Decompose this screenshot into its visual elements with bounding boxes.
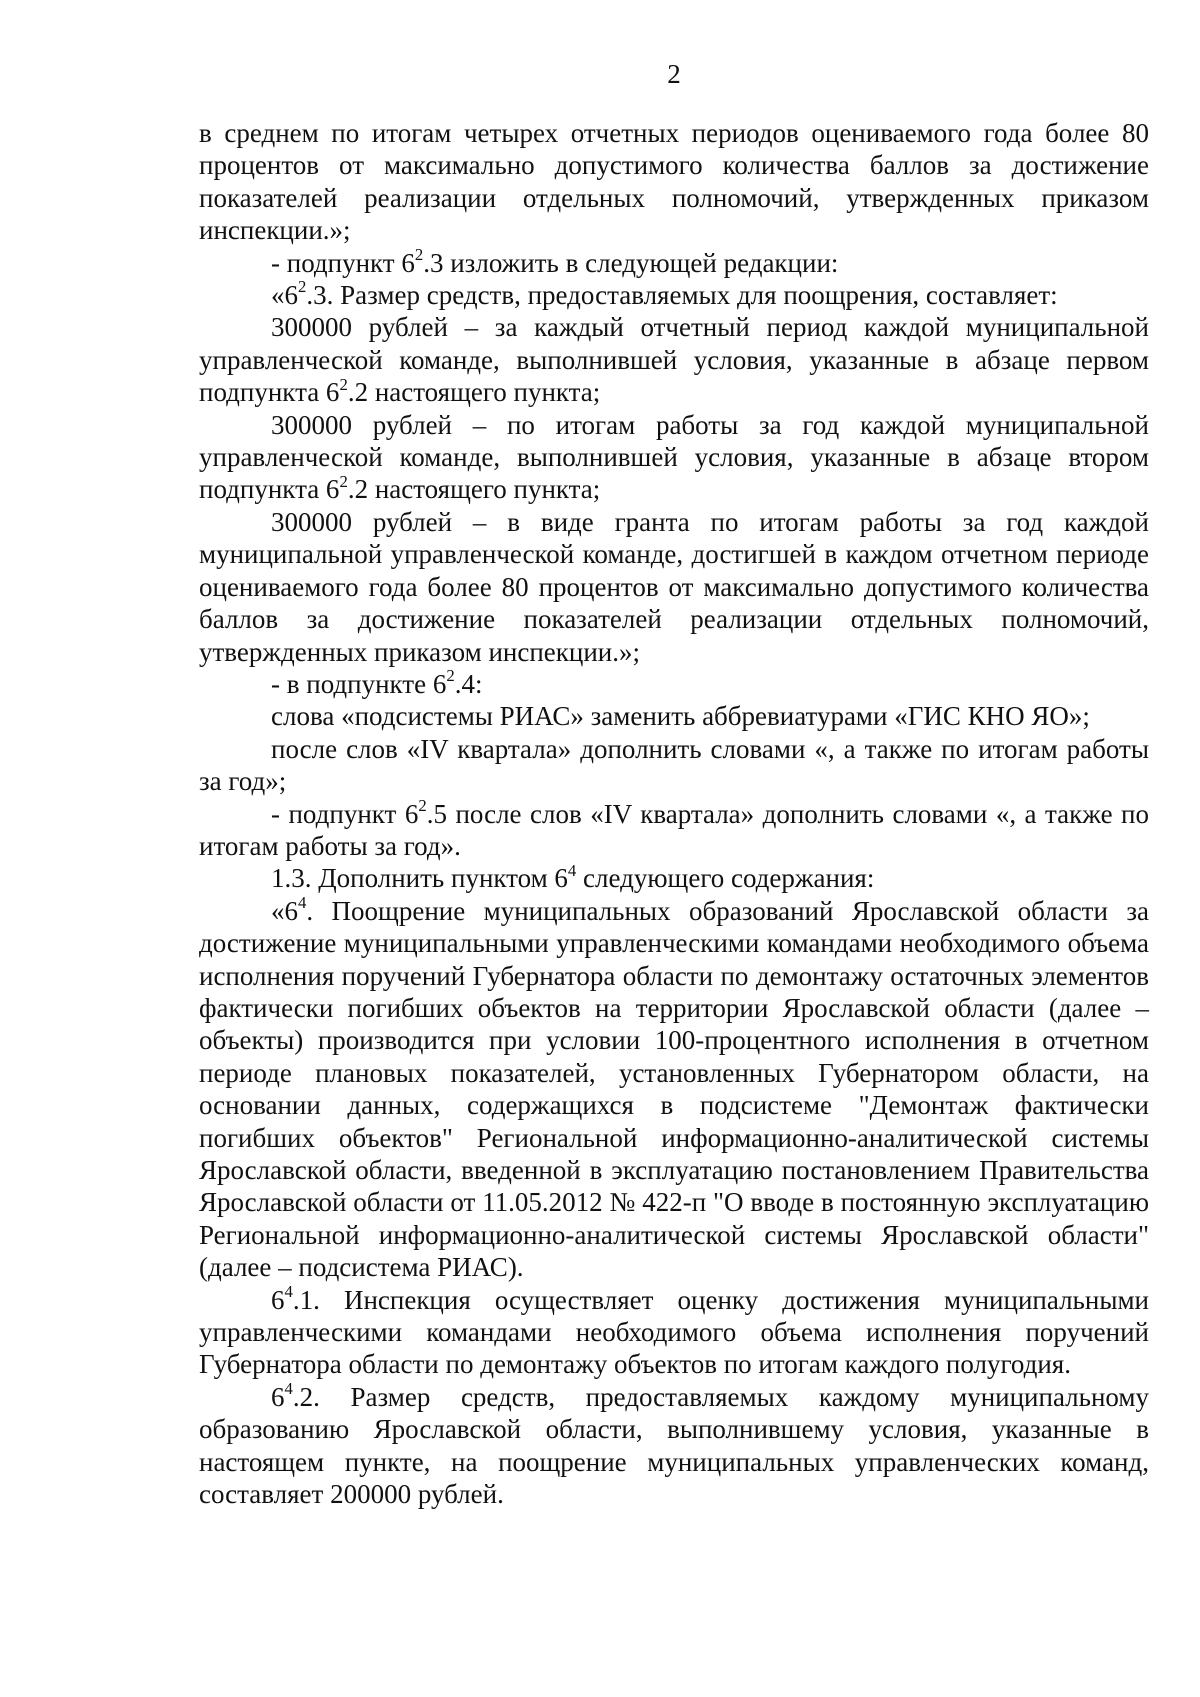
text-run: - в подпункте 6	[271, 668, 447, 699]
text-run: .2. Размер средств, предоставляемых каждому муниципальному образованию Ярославской области, выполнившему условия, указанные в настоящем пункте, на поощрение муниципальных управленческих команд, составляет 200000 рублей.	[199, 1381, 1149, 1510]
paragraph	[199, 409, 1149, 506]
document-body	[199, 117, 1149, 1510]
text-run: .3 изложить в следующей редакции:	[423, 247, 839, 278]
paragraph	[199, 117, 1149, 247]
superscript: 4	[298, 893, 307, 913]
paragraph	[199, 279, 1149, 311]
superscript: 2	[418, 795, 427, 815]
text-run: .2 настоящего пункта;	[347, 474, 601, 505]
text-run: после слов «IV квартала» дополнить словами «, а также по итогам работы за год»;	[199, 733, 1149, 797]
text-run: слова «подсистемы РИАС» заменить аббревиатурами «ГИС КНО ЯО»;	[271, 701, 1090, 732]
superscript: 2	[414, 244, 424, 264]
page-number: 2	[667, 59, 681, 89]
paragraph	[199, 1381, 1149, 1511]
superscript: 4	[567, 860, 577, 880]
text-run: .4:	[454, 668, 483, 699]
text-run: .3. Размер средств, предоставляемых для поощрения, составляет:	[306, 280, 1058, 311]
superscript: 2	[446, 666, 455, 686]
text-run: 6	[271, 1284, 285, 1315]
paragraph	[199, 311, 1149, 408]
superscript: 4	[284, 1379, 293, 1399]
text-run: 300000 рублей – по итогам работы за год каждой муниципальной управленческой команде, выполнившей условия, указанные в абзаце втором подпункта 6	[199, 409, 1149, 505]
paragraph	[199, 244, 1149, 279]
text-run: .2 настоящего пункта;	[347, 377, 601, 408]
superscript: 4	[284, 1281, 293, 1301]
text-run: - подпункт 6	[271, 247, 415, 278]
paragraph	[199, 862, 1149, 894]
text-run: «6	[271, 280, 298, 311]
text-run: .5 после слов «IV квартала» дополнить словами «, а также по итогам работы за год».	[199, 798, 1149, 861]
text-run: в среднем по итогам четырех отчетных периодов оцениваемого года более 80 процентов от максимально допустимого количества баллов за достижение показателей реализации отдельных полномочий, утвержденных приказом инспекции.»;	[199, 118, 1149, 246]
superscript: 2	[339, 471, 348, 491]
text-run: следующего содержания:	[576, 863, 875, 894]
text-run: 300000 рублей – за каждый отчетный период каждой муниципальной управленческой команде, выполнившей условия, указанные в абзаце первом подпункта 6	[199, 312, 1149, 408]
paragraph	[199, 506, 1149, 668]
paragraph	[199, 795, 1149, 863]
paragraph	[199, 668, 1149, 700]
text-run: 300000 рублей – в виде гранта по итогам работы за год каждой муниципальной управленческой команде, достигшей в каждом отчетном периоде оцениваемого года более 80 процентов от максимально допустимого количества баллов за достижение показателей реализации отдельных полномочий, утвержденных приказом инспекции.»;	[199, 506, 1149, 667]
superscript: 2	[339, 374, 348, 394]
text-run: . Поощрение муниципальных образований Ярославской области за достижение муниципальными управленческими командами необходимого объема исполнения поручений Губернатора области по демонтажу остаточных элементов фактически погибших объектов на территории Ярославской области (далее – объекты) производится при условии 100-процентного исполнения в отчетном периоде плановых показателей, установленных Губернатором области, на основании данных, содержащихся в подсистеме "Демонтаж фактически погибших объектов" Региональной информационно-аналитической системы Ярославской области, введенной в эксплуатацию постановлением Правительства Ярославской области от 11.05.2012 № 422-п "О вводе в постоянную эксплуатацию Региональной информационно-аналитической системы Ярославской области" (далее – подсистема РИАС).	[199, 895, 1149, 1283]
paragraph	[199, 700, 1149, 732]
text-run: 1.3. Дополнить пунктом 6	[271, 863, 568, 894]
paragraph	[199, 1281, 1149, 1381]
superscript: 2	[298, 277, 307, 297]
paragraph	[199, 895, 1149, 1284]
text-run: 6	[271, 1381, 285, 1412]
paragraph	[199, 733, 1149, 798]
text-run: «6	[271, 895, 298, 926]
text-run: .1. Инспекция осуществляет оценку достижения муниципальными управленческими командами необходимого объема исполнения поручений Губернатора области по демонтажу объектов по итогам каждого полугодия.	[199, 1284, 1149, 1380]
text-run: - подпункт 6	[271, 798, 419, 829]
